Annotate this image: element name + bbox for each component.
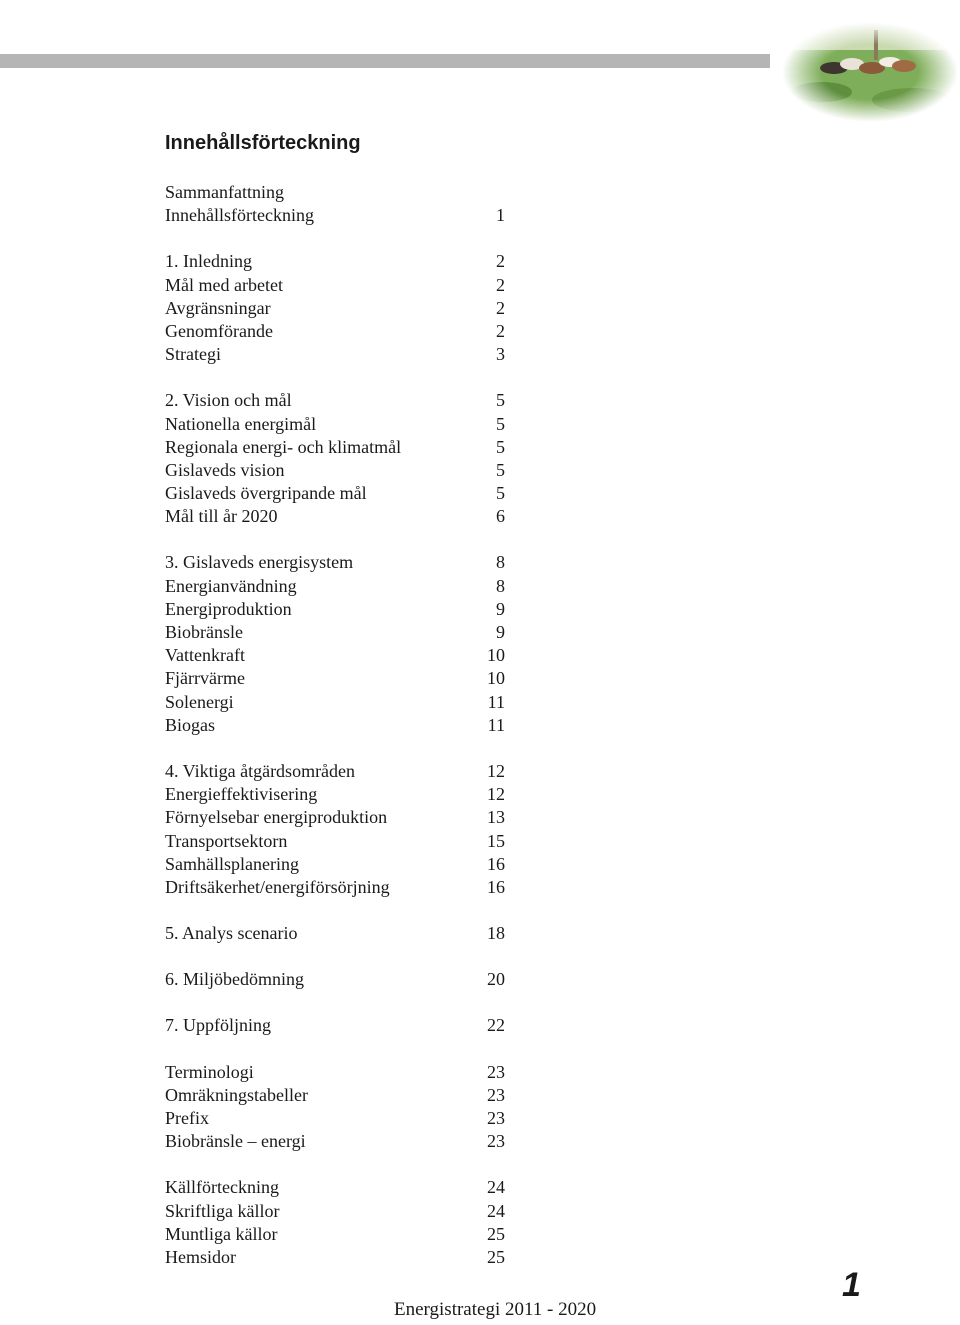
toc-entry[interactable] [165,1014,505,1037]
toc-entry-label: Muntliga källor [165,1223,278,1244]
toc-entry-page: 1 [496,205,505,226]
toc-entry-label: Solenergi [165,691,234,712]
toc-entry-page: 5 [496,413,505,434]
toc-entry[interactable] [165,1061,505,1084]
header-bar [0,54,770,68]
toc-entry-label: 4. Viktiga åtgärdsområden [165,760,356,781]
toc-entry-label: Energiproduktion [165,598,292,619]
toc-entry-page: 24 [487,1200,505,1221]
toc-entry-page: 6 [496,506,505,527]
toc-entry-label: Gislaveds övergripande mål [165,483,367,504]
toc-section [165,1014,505,1037]
page-title: Innehållsförteckning [165,132,361,154]
toc-entry-label: Samhällsplanering [165,853,299,874]
toc-entry-label: Fjärrvärme [165,668,245,689]
toc-entry[interactable] [165,691,505,714]
toc-entry-label: Nationella energimål [165,413,317,434]
toc-entry[interactable] [165,505,505,528]
toc-entry[interactable] [165,783,505,806]
toc-entry-page: 22 [487,1015,505,1036]
toc-entry-label: Biogas [165,714,216,735]
toc-entry-page: 16 [487,853,505,874]
toc-entry-page: 2 [496,297,505,318]
toc-entry-page: 2 [496,251,505,272]
toc-entry-page: 23 [487,1131,505,1152]
toc-entry-label: Terminologi [165,1061,254,1082]
toc-entry[interactable] [165,876,505,899]
toc-entry[interactable] [165,644,505,667]
toc-entry[interactable] [165,1176,505,1199]
toc-entry-page: 15 [487,830,505,851]
toc-entry-label: Energianvändning [165,575,297,596]
toc-entry-page: 13 [487,807,505,828]
toc-entry-label: 5. Analys scenario [165,923,298,944]
toc-entry[interactable] [165,250,505,273]
toc-entry-page: 2 [496,320,505,341]
toc-entry[interactable] [165,598,505,621]
cattle-grazing-photo [782,22,958,122]
toc-entry[interactable] [165,320,505,343]
toc-entry-page: 5 [496,459,505,480]
table-of-contents [165,181,505,1292]
toc-entry[interactable] [165,389,505,412]
toc-entry-label: 3. Gislaveds energisystem [165,552,354,573]
toc-section [165,250,505,366]
toc-entry[interactable] [165,1084,505,1107]
toc-entry[interactable] [165,1130,505,1153]
toc-entry-label: Biobränsle – energi [165,1131,306,1152]
toc-entry[interactable] [165,1223,505,1246]
toc-entry[interactable] [165,482,505,505]
toc-entry-label: Förnyelsebar energiproduktion [165,807,388,828]
toc-entry[interactable] [165,297,505,320]
toc-entry-page: 25 [487,1223,505,1244]
toc-entry-page: 20 [487,969,505,990]
toc-entry-label: Hemsidor [165,1246,236,1267]
toc-entry[interactable] [165,922,505,945]
toc-section [165,181,505,227]
toc-entry-page: 16 [487,876,505,897]
toc-entry-label: Mål med arbetet [165,274,283,295]
toc-entry-label: Prefix [165,1108,209,1128]
toc-section [165,1176,505,1269]
toc-entry-label: 2. Vision och mål [165,390,292,411]
toc-entry[interactable] [165,1107,505,1130]
toc-entry[interactable] [165,551,505,574]
toc-entry-page: 8 [496,552,505,573]
toc-section [165,922,505,945]
toc-entry[interactable] [165,436,505,459]
toc-entry-label: Innehållsförteckning [165,205,314,226]
toc-entry[interactable] [165,575,505,598]
toc-entry-page: 11 [487,714,505,735]
toc-entry-page: 23 [487,1084,505,1105]
toc-entry[interactable] [165,667,505,690]
toc-entry-page: 5 [496,483,505,504]
toc-entry-label: Energieffektivisering [165,784,318,805]
toc-entry-label: 1. Inledning [165,251,252,272]
toc-entry-page: 9 [496,598,505,619]
toc-entry-page: 12 [487,784,505,805]
toc-entry-page: 5 [496,436,505,457]
toc-section [165,1061,505,1154]
toc-entry-page: 9 [496,622,505,642]
toc-entry-label: Driftsäkerhet/energiförsörjning [165,876,390,897]
toc-entry-page: 8 [496,575,505,596]
toc-entry-label: Omräkningstabeller [165,1084,308,1105]
document-title: Energistrategi 2011 - 2020 [394,1299,597,1320]
toc-entry-label: Transportsektorn [165,830,288,851]
toc-entry[interactable] [165,1246,505,1269]
toc-entry-page: 12 [487,760,505,781]
toc-entry-label: 6. Miljöbedömning [165,969,304,990]
toc-entry[interactable] [165,806,505,829]
toc-entry-label: Biobränsle [165,622,243,642]
toc-entry-label: Källförteckning [165,1177,279,1198]
toc-entry-label: Avgränsningar [165,297,271,318]
toc-entry[interactable] [165,413,505,436]
toc-entry-page: 2 [496,274,505,295]
toc-entry-label: Vattenkraft [165,645,245,666]
toc-entry-label: Genomförande [165,320,273,341]
toc-entry[interactable] [165,274,505,297]
toc-entry-label: Gislaveds vision [165,459,285,480]
toc-entry[interactable] [165,459,505,482]
toc-entry-page: 5 [496,390,505,411]
toc-entry-page: 24 [487,1177,505,1198]
toc-section [165,760,505,899]
toc-entry[interactable] [165,714,505,737]
toc-entry-label: Strategi [165,344,221,365]
toc-section [165,389,505,528]
toc-entry[interactable] [165,204,505,227]
toc-entry[interactable] [165,1200,505,1223]
toc-entry-label: Mål till år 2020 [165,506,278,527]
toc-entry-page: 10 [487,668,505,689]
toc-entry[interactable] [165,343,505,366]
toc-entry-page: 18 [487,923,505,944]
toc-entry-label: 7. Uppföljning [165,1015,271,1036]
toc-entry-label: Regionala energi- och klimatmål [165,436,402,457]
toc-entry[interactable] [165,760,505,783]
toc-entry-page: 10 [487,645,505,666]
toc-entry[interactable] [165,181,505,204]
toc-section [165,968,505,991]
toc-entry-page: 3 [496,344,505,365]
toc-entry-page: 11 [487,691,505,712]
toc-entry-page: 23 [487,1108,505,1128]
page-number: 1 [842,1266,861,1304]
toc-section [165,551,505,737]
toc-entry-page: 25 [487,1246,505,1267]
toc-entry[interactable] [165,853,505,876]
toc-entry-label: Sammanfattning [165,182,284,202]
toc-entry[interactable] [165,968,505,991]
toc-entry-page: 23 [487,1061,505,1082]
toc-entry-label: Skriftliga källor [165,1200,280,1221]
toc-entry[interactable] [165,830,505,853]
toc-entry[interactable] [165,621,505,644]
